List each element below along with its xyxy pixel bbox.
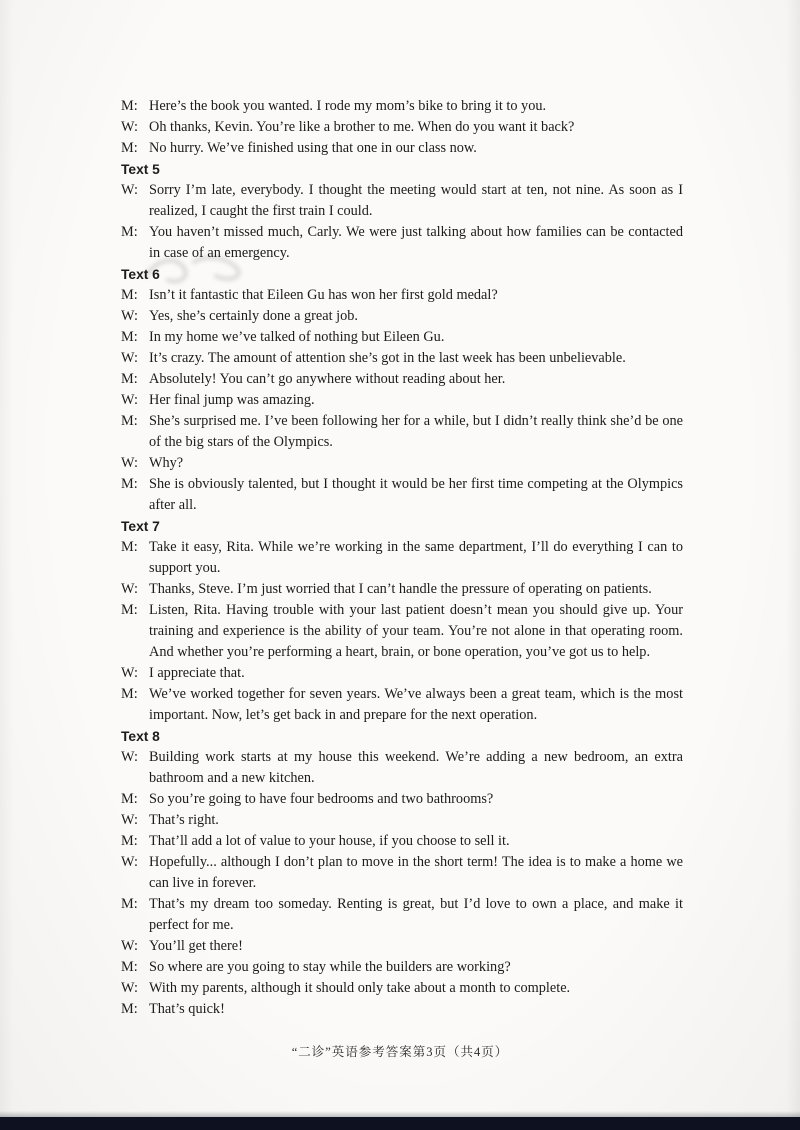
speaker-label: M: <box>121 959 138 975</box>
section-heading: Text 8 <box>121 729 160 744</box>
speaker-label: M: <box>121 791 138 807</box>
transcript-line <box>121 138 683 159</box>
transcript-line <box>121 96 683 117</box>
speaker-label: W: <box>121 938 138 954</box>
speaker-label: M: <box>121 686 138 702</box>
page-footer: “二诊”英语参考答案第3页（共4页） <box>291 1045 509 1059</box>
speaker-label: M: <box>121 371 138 387</box>
transcript-line <box>121 579 683 600</box>
transcript-line <box>121 327 683 348</box>
transcript-line <box>121 600 683 663</box>
transcript-line <box>121 285 683 306</box>
line-text: I appreciate that. <box>149 665 245 681</box>
transcript-line <box>121 453 683 474</box>
transcript-line <box>121 348 683 369</box>
line-text: You’ll get there! <box>149 938 243 954</box>
line-text: Yes, she’s certainly done a great job. <box>149 308 358 324</box>
transcript-line <box>121 810 683 831</box>
speaker-label: W: <box>121 665 138 681</box>
speaker-label: W: <box>121 308 138 324</box>
line-text: That’s quick! <box>149 1001 225 1017</box>
line-text: So where are you going to stay while the builders are working? <box>149 959 511 975</box>
speaker-label: W: <box>121 749 138 765</box>
speaker-label: W: <box>121 980 138 996</box>
speaker-label: M: <box>121 140 138 156</box>
transcript-line <box>121 537 683 579</box>
section-heading: Text 5 <box>121 162 160 177</box>
line-text: No hurry. We’ve finished using that one in our class now. <box>149 140 477 156</box>
transcript-line <box>121 306 683 327</box>
line-text: Oh thanks, Kevin. You’re like a brother to me. When do you want it back? <box>149 119 575 135</box>
line-text: It’s crazy. The amount of attention she’s got in the last week has been unbelievable. <box>149 350 626 366</box>
speaker-label: W: <box>121 581 138 597</box>
speaker-label: W: <box>121 392 138 408</box>
line-text: She is obviously talented, but I thought it would be her first time competing at the Olympics after all. <box>149 476 683 513</box>
line-text: Sorry I’m late, everybody. I thought the meeting would start at ten, not nine. As soon as I realized, I caught the first train I could. <box>149 182 683 219</box>
line-text: That’ll add a lot of value to your house, if you choose to sell it. <box>149 833 510 849</box>
line-text: Hopefully... although I don’t plan to move in the short term! The idea is to make a home we can live in forever. <box>149 854 683 891</box>
line-text: Listen, Rita. Having trouble with your last patient doesn’t mean you should give up. Your training and experience is the ability of your team. You’re not alone in that operating room. And whether you’re performing a heart, brain, or bone operation, you’ve got us to help. <box>149 602 683 660</box>
transcript-line <box>121 957 683 978</box>
speaker-label: M: <box>121 224 138 240</box>
line-text: Absolutely! You can’t go anywhere without reading about her. <box>149 371 506 387</box>
line-text: So you’re going to have four bedrooms and two bathrooms? <box>149 791 494 807</box>
transcript-line <box>121 747 683 789</box>
transcript-line <box>121 222 683 264</box>
speaker-label: W: <box>121 119 138 135</box>
transcript-line <box>121 474 683 516</box>
transcript-line <box>121 894 683 936</box>
transcript-line <box>121 978 683 999</box>
transcript-line <box>121 663 683 684</box>
speaker-label: M: <box>121 98 138 114</box>
transcript-line <box>121 369 683 390</box>
section-heading: Text 6 <box>121 267 160 282</box>
line-text: You haven’t missed much, Carly. We were just talking about how families can be contacted in case of an emergency. <box>149 224 683 261</box>
speaker-label: M: <box>121 602 138 618</box>
line-text: We’ve worked together for seven years. We’ve always been a great team, which is the most important. Now, let’s get back in and prepare for the next operation. <box>149 686 683 723</box>
speaker-label: M: <box>121 329 138 345</box>
line-text: She’s surprised me. I’ve been following her for a while, but I didn’t really think she’d be one of the big stars of the Olympics. <box>149 413 683 450</box>
speaker-label: W: <box>121 854 138 870</box>
transcript-line <box>121 390 683 411</box>
line-text: In my home we’ve talked of nothing but Eileen Gu. <box>149 329 445 345</box>
speaker-label: W: <box>121 182 138 198</box>
transcript <box>121 96 683 1020</box>
speaker-label: W: <box>121 455 138 471</box>
transcript-line <box>121 831 683 852</box>
line-text: That’s right. <box>149 812 219 828</box>
speaker-label: M: <box>121 833 138 849</box>
transcript-line <box>121 852 683 894</box>
speaker-label: W: <box>121 812 138 828</box>
transcript-line <box>121 936 683 957</box>
line-text: That’s my dream too someday. Renting is great, but I’d love to own a place, and make it perfect for me. <box>149 896 683 933</box>
speaker-label: W: <box>121 350 138 366</box>
speaker-label: M: <box>121 476 138 492</box>
transcript-line <box>121 789 683 810</box>
line-text: Here’s the book you wanted. I rode my mom’s bike to bring it to you. <box>149 98 547 114</box>
transcript-line <box>121 180 683 222</box>
transcript-line <box>121 999 683 1020</box>
transcript-line <box>121 411 683 453</box>
transcript-line <box>121 684 683 726</box>
line-text: Why? <box>149 455 184 471</box>
line-text: Isn’t it fantastic that Eileen Gu has won her first gold medal? <box>149 287 498 303</box>
speaker-label: M: <box>121 1001 138 1017</box>
line-text: Take it easy, Rita. While we’re working in the same department, I’ll do everything I can to support you. <box>149 539 683 576</box>
transcript-line <box>121 117 683 138</box>
line-text: Her final jump was amazing. <box>149 392 315 408</box>
scan-bottom-edge <box>0 1117 800 1130</box>
section-heading: Text 7 <box>121 519 160 534</box>
speaker-label: M: <box>121 539 138 555</box>
speaker-label: M: <box>121 413 138 429</box>
line-text: With my parents, although it should only take about a month to complete. <box>149 980 571 996</box>
line-text: Building work starts at my house this weekend. We’re adding a new bedroom, an extra bathroom and a new kitchen. <box>149 749 683 786</box>
line-text: Thanks, Steve. I’m just worried that I can’t handle the pressure of operating on patients. <box>149 581 652 597</box>
speaker-label: M: <box>121 896 138 912</box>
speaker-label: M: <box>121 287 138 303</box>
